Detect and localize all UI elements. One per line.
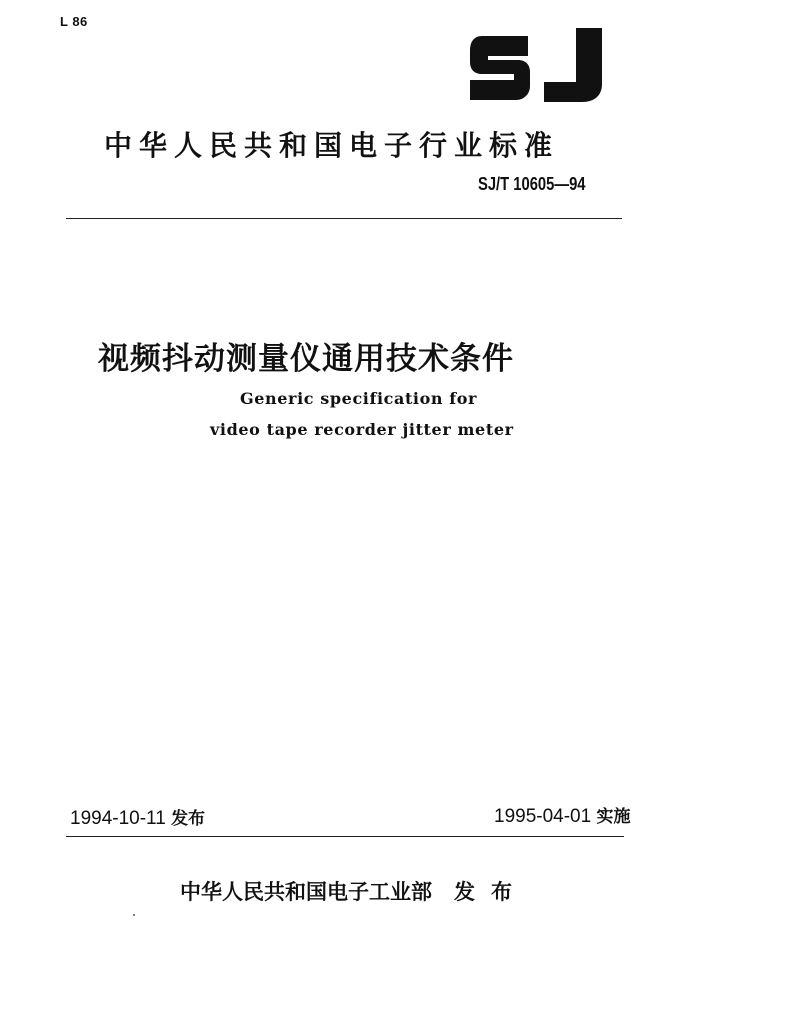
issue-date: 1994-10-11: [70, 808, 166, 829]
implementation-date-block: [494, 802, 630, 828]
standard-number: SJ/T 10605—94: [478, 174, 586, 194]
publisher-action-1: 发: [454, 880, 475, 904]
scan-speck: [133, 914, 135, 916]
industry-standard-title: 中华人民共和国电子行业标准: [104, 129, 560, 162]
issue-label: 发布: [171, 809, 206, 829]
document-title-chinese: 视频抖动测量仪通用技术条件: [98, 341, 514, 377]
sj-logo: [470, 28, 610, 108]
publisher-name: 中华人民共和国电子工业部: [180, 880, 432, 904]
publisher-action-2: 布: [491, 880, 512, 904]
implementation-date: 1995-04-01: [494, 806, 592, 827]
publisher-line: [180, 876, 512, 906]
document-title-english-line-1: Generic specification for: [240, 389, 478, 408]
issue-date-block: [70, 804, 205, 830]
bottom-divider: [66, 836, 624, 837]
sj-logo-graphic: [470, 28, 610, 108]
top-divider: [66, 218, 622, 219]
classification-code: L 86: [60, 14, 88, 29]
document-title-english-line-2: video tape recorder jitter meter: [210, 420, 514, 439]
implementation-label: 实施: [596, 807, 631, 827]
